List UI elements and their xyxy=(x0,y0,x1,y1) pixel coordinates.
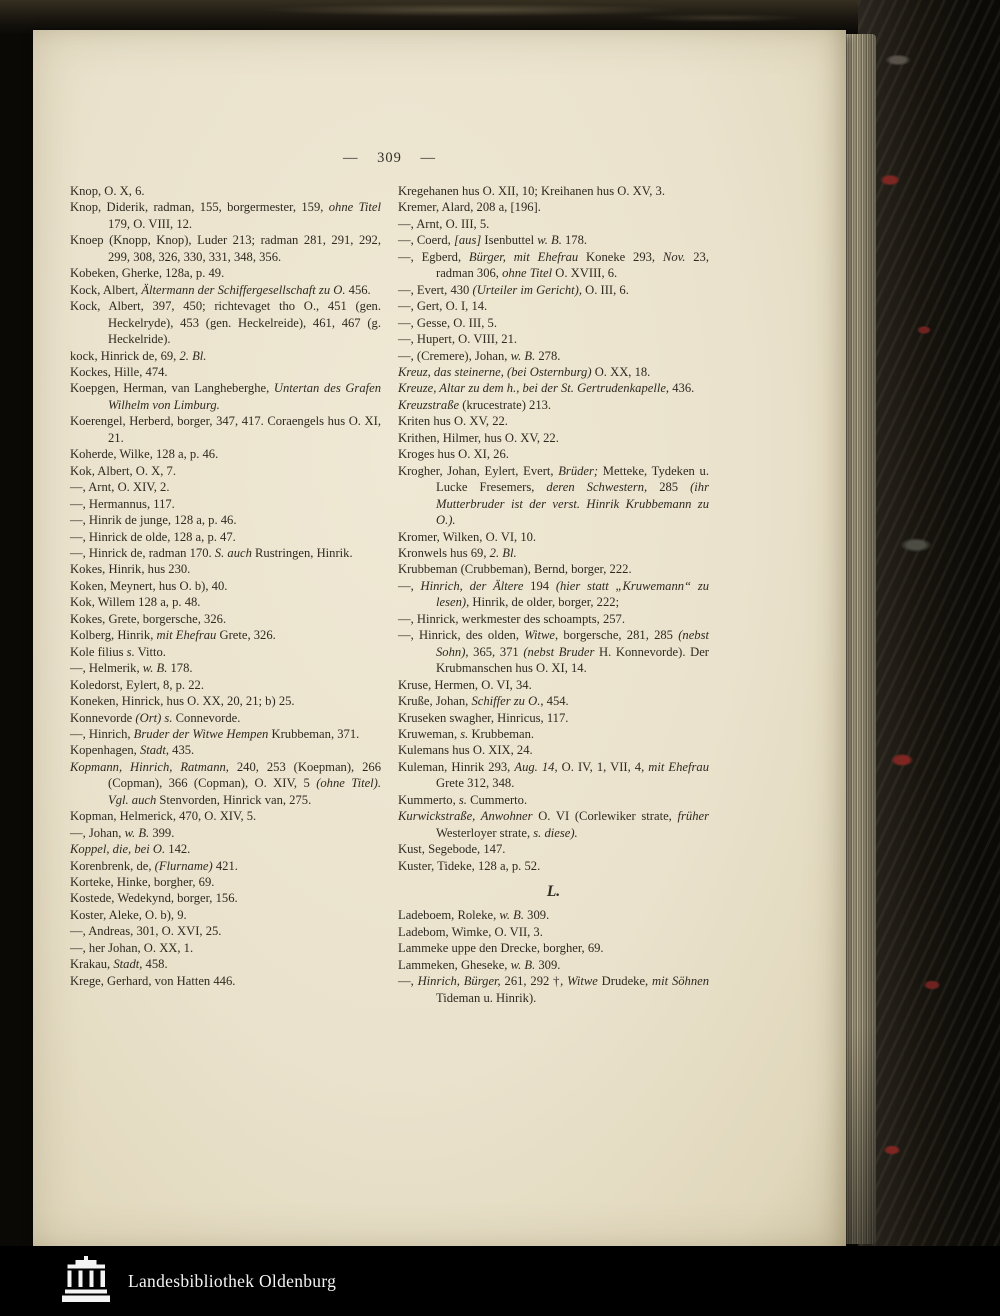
index-entry-text: Kreuzstraße xyxy=(398,397,460,412)
index-entry-text: w. B. xyxy=(142,661,168,676)
index-entry-text: 435. xyxy=(169,743,195,758)
index-entry-text: Isenbuttel xyxy=(481,233,538,248)
index-entry-text: Ladebom, Wimke, O. VII, 3. xyxy=(398,924,543,939)
index-entry-text: Kroges hus O. XI, 26. xyxy=(398,447,509,462)
index-entry-text: H. Konnevorde). Der Krubmanschen hus O. XI, 14. xyxy=(436,644,709,676)
index-entry xyxy=(398,380,709,396)
index-entry-text: Kruße, Johan, xyxy=(398,694,472,709)
index-entry xyxy=(70,512,381,528)
footer-bar xyxy=(0,1246,1000,1316)
index-entry-text: Kostede, Wedekynd, borger, 156. xyxy=(70,891,238,906)
index-entry-text: —, Hinrick, werkmester des schoampts, 257. xyxy=(398,611,625,626)
index-entry-text: Koppel, die, bei O. xyxy=(70,842,166,857)
index-entry-text: —, Arnt, O. XIV, 2. xyxy=(70,480,170,495)
index-entry xyxy=(70,940,381,956)
library-logo-icon xyxy=(58,1256,114,1306)
index-entry xyxy=(70,298,381,347)
index-entry-text: Kok, Willem 128 a, p. 48. xyxy=(70,595,201,610)
index-entry xyxy=(398,561,709,577)
index-entry-text: 194 xyxy=(523,578,556,593)
index-entry xyxy=(398,759,709,792)
index-entry-text: Konnevorde xyxy=(70,710,136,725)
index-entry xyxy=(70,282,381,298)
index-entry xyxy=(398,298,709,314)
index-entry xyxy=(398,183,709,199)
index-entry-text: (nebst Bruder xyxy=(523,644,595,659)
index-entry-text: Drudeke, xyxy=(597,974,653,989)
index-entry-text: Kruse, Hermen, O. VI, 34. xyxy=(398,677,532,692)
index-entry-text: 23, radman 306, xyxy=(436,249,709,281)
index-entry xyxy=(398,216,709,232)
index-entry-text: s. xyxy=(126,644,135,659)
index-entry-text: [aus] xyxy=(453,233,482,248)
index-entry-text: —, (Cremere), Johan, xyxy=(398,348,511,363)
index-entry-text: mit Söhnen xyxy=(652,974,710,989)
index-entry-text: 240, 253 (Koepman), 266 (Copman), 366 (Copman), O. XIV, 5 xyxy=(108,759,381,791)
index-entry-text: 261, 292 †, xyxy=(500,974,568,989)
index-entry-text: Kolberg, Hinrik, xyxy=(70,628,157,643)
index-entry-text: 2. Bl. xyxy=(489,545,517,560)
index-entry-text: O. III, 6. xyxy=(581,282,629,297)
index-entry-text: 2. Bl. xyxy=(179,348,207,363)
index-entry xyxy=(70,825,381,841)
index-entry-text: Kuleman, Hinrik 293, xyxy=(398,759,515,774)
book-page xyxy=(33,30,846,1248)
index-entry xyxy=(70,380,381,413)
index-entry-text: —, Gesse, O. III, 5. xyxy=(398,315,497,330)
index-entry-text: Witwe, xyxy=(524,628,559,643)
index-entry-text: Stenvorden, Hinrick van, 275. xyxy=(156,792,312,807)
index-entry-text: Kockes, Hille, 474. xyxy=(70,364,168,379)
page-number: — 309 — xyxy=(343,150,436,166)
index-entry-text: 285 xyxy=(647,480,691,495)
index-entry-text: Kreuz, das steinerne, (bei Osternburg) xyxy=(398,364,592,379)
index-entry-text: Kruseken swagher, Hinricus, 117. xyxy=(398,710,569,725)
index-entry-text: S. auch xyxy=(214,545,252,560)
index-entry-text: 178. xyxy=(561,233,588,248)
index-entry xyxy=(398,940,709,956)
index-entry xyxy=(398,611,709,627)
index-entry-text: —, her Johan, O. XX, 1. xyxy=(70,940,194,955)
index-column-left xyxy=(70,183,381,1006)
index-entry-text: Kregehanen hus O. XII, 10; Kreihanen hus O. XV, 3. xyxy=(398,184,665,198)
index-entry-text: (hier statt „Kruwemann“ zu lesen), xyxy=(436,578,710,610)
index-entry xyxy=(398,249,709,282)
index-column-right-section-l xyxy=(398,907,709,1006)
index-entry-text: —, Gert, O. I, 14. xyxy=(398,299,488,314)
index-entry-text: Bruder der Witwe Hempen xyxy=(133,726,269,741)
index-entry xyxy=(398,710,709,726)
index-entry-text: w. B. xyxy=(510,957,536,972)
index-entry xyxy=(70,265,381,281)
index-column-right-section-k xyxy=(398,183,709,874)
index-entry-text: —, Andreas, 301, O. XVI, 25. xyxy=(70,924,222,939)
index-entry xyxy=(70,759,381,808)
index-entry-text: mit Ehefrau xyxy=(648,759,709,774)
index-entry-text: Connevorde. xyxy=(172,710,241,725)
index-entry-text: (krucestrate) 213. xyxy=(459,397,552,412)
index-entry-text: —, Arnt, O. III, 5. xyxy=(398,216,490,231)
index-column-right xyxy=(398,183,709,1006)
index-entry xyxy=(70,446,381,462)
index-entry-text: Koneke 293, xyxy=(578,249,663,264)
page-content xyxy=(33,30,846,1248)
index-entry-text: Rustringen, Hinrik. xyxy=(251,545,353,560)
index-entry xyxy=(70,973,381,989)
index-entry xyxy=(398,792,709,808)
index-entry-text: Kopmann, Hinrich, Ratmann, xyxy=(70,759,229,774)
index-entry-text: Kopman, Helmerick, 470, O. XIV, 5. xyxy=(70,809,257,824)
index-entry-text: Witwe xyxy=(567,974,598,989)
index-entry-text: Kokes, Grete, borgersche, 326. xyxy=(70,611,227,626)
index-entry-text: Koster, Aleke, O. b), 9. xyxy=(70,907,187,922)
index-entry-text: Kronwels hus 69, xyxy=(398,545,490,560)
index-entry-text: deren Schwestern, xyxy=(546,480,648,495)
footer-library-name: Landesbibliothek Oldenburg xyxy=(128,1270,337,1291)
index-entry xyxy=(70,923,381,939)
index-entry xyxy=(398,529,709,545)
index-entry-text: w. B. xyxy=(499,908,525,923)
index-entry-text: (Flurname) xyxy=(154,858,213,873)
index-entry-text: 436. xyxy=(669,381,695,396)
index-entry xyxy=(398,693,709,709)
index-entry-text: 309. xyxy=(535,957,561,972)
index-entry-text: 278. xyxy=(535,348,561,363)
index-entry-text: Hinrich, der Ältere xyxy=(420,578,524,593)
index-entry xyxy=(398,199,709,215)
index-entry-text: —, Helmerik, xyxy=(70,661,143,676)
index-entry xyxy=(70,693,381,709)
index-entry-text: Krubbeman. xyxy=(468,726,535,741)
index-entry-text: w. B. xyxy=(124,825,150,840)
index-entry-text: Kok, Albert, O. X, 7. xyxy=(70,463,176,478)
index-entry-text: Kremer, Alard, 208 a, [196]. xyxy=(398,200,541,215)
index-columns xyxy=(70,183,709,1006)
index-entry-text: Krubbeman (Crubbeman), Bernd, borger, 222. xyxy=(398,562,632,577)
index-entry xyxy=(398,463,709,529)
index-entry xyxy=(398,430,709,446)
index-entry xyxy=(398,315,709,331)
index-entry-text: Kummerto, xyxy=(398,792,459,807)
index-entry-text: Aug. 14, xyxy=(514,759,558,774)
index-entry-text: —, Hinrick de, radman 170. xyxy=(70,545,215,560)
index-entry-text: Koneken, Hinrick, hus O. XX, 20, 21; b) 25. xyxy=(70,694,295,709)
index-entry xyxy=(398,446,709,462)
index-entry-text: Krithen, Hilmer, hus O. XV, 22. xyxy=(398,430,559,445)
index-entry xyxy=(398,232,709,248)
index-entry xyxy=(70,677,381,693)
index-entry-text: Knoep (Knopp, Knop), Luder 213; radman 281, 291, 292, 299, 308, 326, 330, 331, 348, 356. xyxy=(70,233,381,264)
index-entry-text: Krege, Gerhard, von Hatten 446. xyxy=(70,973,236,988)
index-entry xyxy=(70,496,381,512)
index-entry xyxy=(398,348,709,364)
index-entry xyxy=(70,232,381,265)
index-entry-text: s. xyxy=(460,726,469,741)
index-entry-text: —, Johan, xyxy=(70,825,125,840)
index-entry-text: Stadt, xyxy=(113,957,143,972)
index-entry-text: O. IV, 1, VII, 4, xyxy=(557,759,649,774)
index-entry-text: Kust, Segebode, 147. xyxy=(398,842,506,857)
index-entry-text: Ladeboem, Roleke, xyxy=(398,908,500,923)
index-entry xyxy=(398,677,709,693)
index-entry-text: Lammeken, Gheseke, xyxy=(398,957,511,972)
index-entry-text: borgersche, 281, 285 xyxy=(558,628,679,643)
index-entry xyxy=(398,627,709,676)
index-entry-text: Untertan des Grafen Wilhelm von Limburg. xyxy=(108,381,381,412)
index-entry-text: Koepgen, Herman, van Langheberghe, xyxy=(70,381,274,396)
index-entry-text: Ältermann der Schiffergesellschaft zu O. xyxy=(141,282,346,297)
index-entry xyxy=(70,561,381,577)
index-entry-text: Krakau, xyxy=(70,957,114,972)
index-entry xyxy=(70,710,381,726)
index-entry-text: (Urteiler im Gericht), xyxy=(472,282,582,297)
index-entry-text: 456. xyxy=(345,282,371,297)
index-entry-text: —, Evert, 430 xyxy=(398,282,473,297)
index-entry-text: 454. xyxy=(543,694,569,709)
index-entry-text: O. XVIII, 6. xyxy=(552,266,618,281)
index-entry xyxy=(70,907,381,923)
index-entry-text: Korteke, Hinke, borgher, 69. xyxy=(70,875,215,890)
index-entry-text: Koken, Meynert, hus O. b), 40. xyxy=(70,578,228,593)
index-entry-text: Kokes, Hinrik, hus 230. xyxy=(70,562,191,577)
index-entry-text: 365, 371 xyxy=(468,644,524,659)
index-entry-text: —, xyxy=(398,578,421,593)
index-entry xyxy=(70,545,381,561)
index-entry-text: Krogher, Johan, Eylert, Evert, xyxy=(398,463,559,478)
index-entry xyxy=(398,364,709,380)
index-entry-text: Kuster, Tideke, 128 a, p. 52. xyxy=(398,858,541,873)
index-entry xyxy=(70,956,381,972)
index-entry xyxy=(70,463,381,479)
index-entry xyxy=(70,627,381,643)
book-cover-top-edge xyxy=(0,0,1000,34)
index-entry xyxy=(70,611,381,627)
index-entry-text: —, xyxy=(398,974,418,989)
index-entry xyxy=(398,726,709,742)
index-entry xyxy=(70,660,381,676)
index-entry-text: —, Hinrick, des olden, xyxy=(398,628,525,643)
index-entry-text: Koledorst, Eylert, 8, p. 22. xyxy=(70,677,204,692)
book-cover xyxy=(858,0,1000,1250)
index-entry xyxy=(70,726,381,742)
index-entry xyxy=(398,907,709,923)
index-entry-text: (ihr Mutterbruder ist der verst. Hinrik Krubbemann zu O.). xyxy=(436,480,709,528)
index-entry xyxy=(398,973,709,1006)
index-entry-text: 458. xyxy=(142,957,168,972)
index-entry xyxy=(398,545,709,561)
index-entry-text: —, Hinrich, xyxy=(70,726,134,741)
index-entry-text: Vitto. xyxy=(134,644,166,659)
index-entry xyxy=(398,397,709,413)
index-entry-text: —, Hupert, O. VIII, 21. xyxy=(398,332,518,347)
index-entry xyxy=(70,348,381,364)
index-entry-text: Grete, 326. xyxy=(216,628,276,643)
index-entry xyxy=(70,841,381,857)
index-entry xyxy=(398,331,709,347)
index-entry-text: kock, Hinrick de, 69, xyxy=(70,348,180,363)
index-entry xyxy=(70,529,381,545)
index-entry-text: Koerengel, Herberd, borger, 347, 417. Coraengels hus O. XI, 21. xyxy=(70,414,381,445)
index-entry-text: Westerloyer strate, xyxy=(436,825,534,840)
index-entry-text: Kobeken, Gherke, 128a, p. 49. xyxy=(70,266,225,281)
index-entry-text: Grete 312, 348. xyxy=(436,776,515,791)
index-entry-text: ohne Titel xyxy=(328,200,381,215)
index-entry-text: Brüder; xyxy=(558,463,599,478)
index-entry-text: 421. xyxy=(212,858,238,873)
index-entry-text: Kurwickstraße, Anwohner xyxy=(398,809,533,824)
index-entry-text: —, Hermannus, 117. xyxy=(70,496,175,511)
index-entry-text: w. B. xyxy=(510,348,536,363)
index-entry-text: ohne Titel xyxy=(502,266,553,281)
index-entry xyxy=(70,858,381,874)
index-entry xyxy=(70,808,381,824)
index-entry-text: 309. xyxy=(524,908,550,923)
index-entry-text: Hinrich, Bürger, xyxy=(417,974,501,989)
index-entry-text: Metteke, Tydeken u. Lucke Fresemers, xyxy=(436,463,709,495)
index-entry-text: Kromer, Wilken, O. VI, 10. xyxy=(398,529,537,544)
index-entry-text: Kriten hus O. XV, 22. xyxy=(398,414,508,429)
index-entry-text: —, Egberd, xyxy=(398,249,469,264)
index-entry-text: Lammeke uppe den Drecke, borgher, 69. xyxy=(398,941,604,956)
index-entry-text: (Ort) s. xyxy=(135,710,173,725)
index-entry-text: Kock, Albert, 397, 450; richtevaget tho O., 451 (gen. Heckelryde), 453 (gen. Heckelreide), 461, 467 (g. Heckelride). xyxy=(70,299,381,347)
index-entry xyxy=(70,183,381,199)
index-entry xyxy=(398,282,709,298)
index-entry-text: Krubbeman, 371. xyxy=(268,726,360,741)
index-entry xyxy=(398,841,709,857)
book-page-edges xyxy=(842,34,876,1244)
index-entry-text: Kole filius xyxy=(70,644,127,659)
index-entry xyxy=(70,874,381,890)
index-entry xyxy=(70,578,381,594)
index-entry-text: Knop, O. X, 6. xyxy=(70,184,145,198)
index-entry-text: —, Hinrik de junge, 128 a, p. 46. xyxy=(70,513,237,528)
index-entry xyxy=(70,742,381,758)
index-entry xyxy=(70,479,381,495)
index-entry-text: Hinrik, de older, borger, 222; xyxy=(469,595,620,610)
index-entry-text: Cummerto. xyxy=(466,792,528,807)
index-entry-text: O. VI (Corlewiker strate, xyxy=(532,809,678,824)
index-entry-text: Bürger, mit Ehefrau xyxy=(468,249,579,264)
index-entry xyxy=(70,890,381,906)
index-entry xyxy=(398,808,709,841)
index-entry-text: Kruweman, xyxy=(398,726,461,741)
index-entry-text: Kopenhagen, xyxy=(70,743,140,758)
index-entry xyxy=(70,364,381,380)
index-entry-text: Nov. xyxy=(662,249,686,264)
index-entry xyxy=(70,594,381,610)
index-entry xyxy=(398,413,709,429)
index-entry xyxy=(398,578,709,611)
index-entry-text: 399. xyxy=(149,825,175,840)
index-entry-text: (nebst Sohn), xyxy=(436,628,709,659)
index-entry-text: Kreuze, Altar zu dem h., bei der St. Gertrudenkapelle, xyxy=(398,381,670,396)
index-entry-text: w. B. xyxy=(537,233,562,248)
index-entry-text: 178. xyxy=(167,661,193,676)
index-entry xyxy=(70,199,381,232)
index-entry-text: Stadt, xyxy=(139,743,169,758)
index-entry-text: s. xyxy=(458,792,467,807)
index-entry-text: O. XX, 18. xyxy=(591,364,651,379)
index-entry xyxy=(398,742,709,758)
index-entry-text: —, Coerd, xyxy=(398,233,454,248)
index-entry-text: —, Hinrick de olde, 128 a, p. 47. xyxy=(70,529,236,544)
index-entry-text: s. diese). xyxy=(533,825,578,840)
index-entry-text: Koherde, Wilke, 128 a, p. 46. xyxy=(70,447,219,462)
index-entry xyxy=(398,957,709,973)
index-entry-text: (ohne Titel). Vgl. auch xyxy=(108,776,382,807)
index-entry-text: Schiffer zu O., xyxy=(471,694,544,709)
index-entry-text: mit Ehefrau xyxy=(156,628,217,643)
index-entry-text: 179, O. VIII, 12. xyxy=(108,216,193,231)
index-entry-text: Korenbrenk, de, xyxy=(70,858,155,873)
section-heading-L: L. xyxy=(546,883,561,901)
index-entry-text: 142. xyxy=(165,842,191,857)
index-entry-text: Kulemans hus O. XIX, 24. xyxy=(398,743,533,758)
index-entry-text: früher xyxy=(677,809,709,824)
index-entry-text: Kock, Albert, xyxy=(70,282,142,297)
index-entry-text: Knop, Diderik, radman, 155, borgermester, 159, xyxy=(70,200,329,215)
index-entry xyxy=(398,924,709,940)
index-entry-text: Tideman u. Hinrik). xyxy=(436,990,537,1005)
index-entry xyxy=(398,858,709,874)
index-entry xyxy=(70,413,381,446)
index-entry xyxy=(70,644,381,660)
